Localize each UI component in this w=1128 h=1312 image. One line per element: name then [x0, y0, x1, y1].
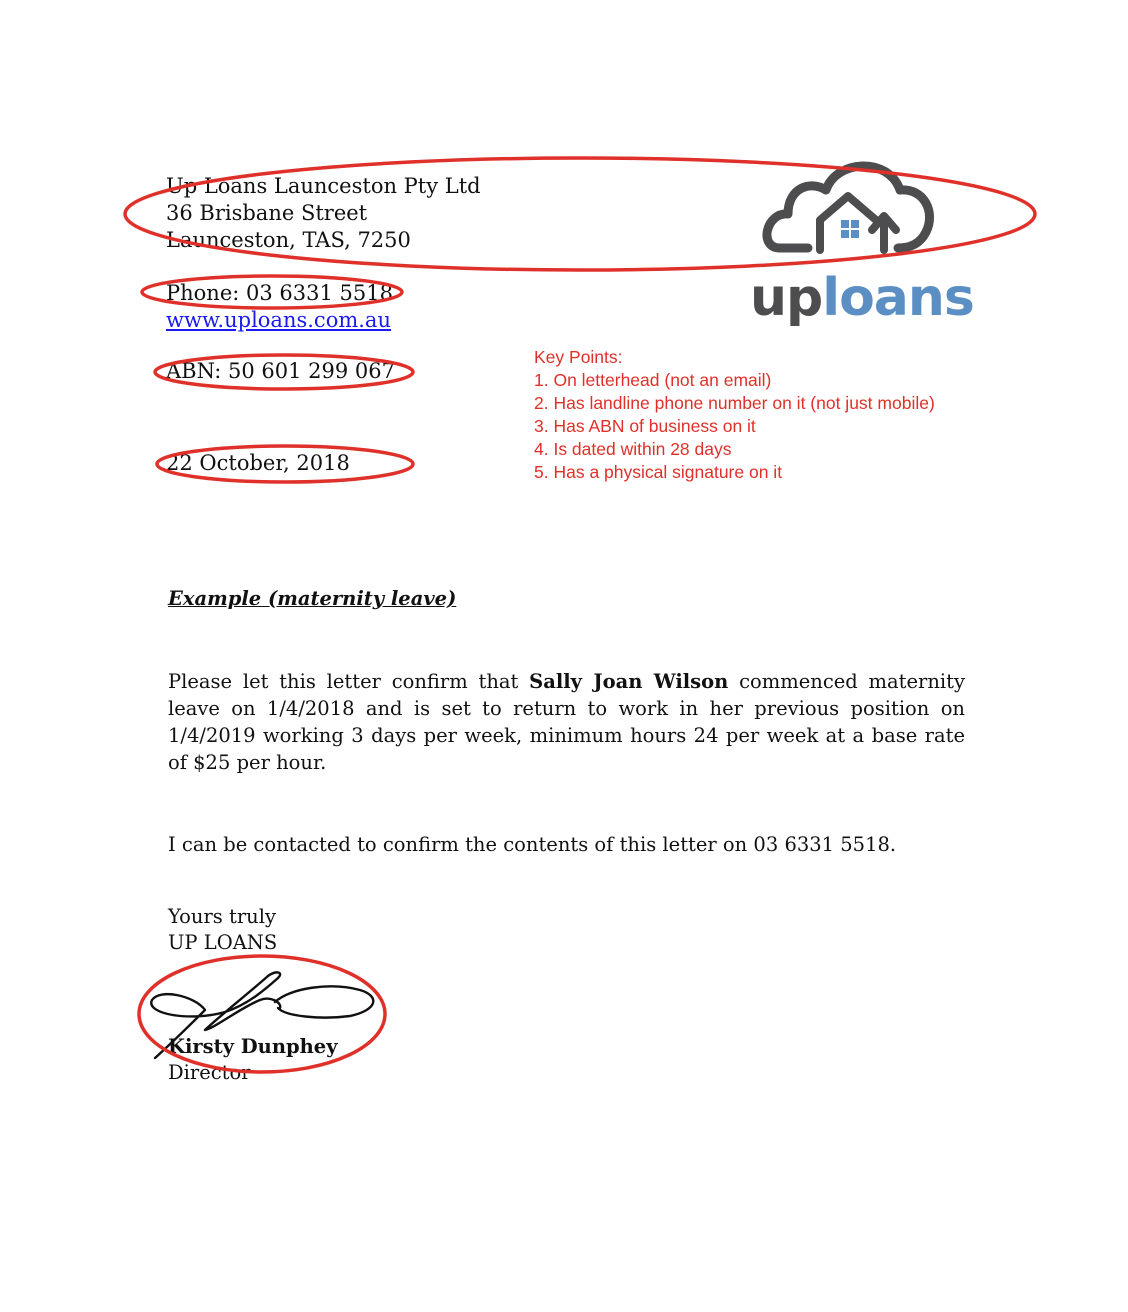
street-address: 36 Brisbane Street	[166, 201, 368, 225]
letter-heading: Example (maternity leave)	[168, 587, 457, 610]
uploans-logo	[748, 150, 974, 330]
para1-rest: commenced maternity leave on 1/4/2018 and is set to return to work in her previous position on 1/4/2019 working 3 days per week, minimum hours 24 per week at a base rate of $25 per hour.	[168, 670, 965, 774]
letter-date: 22 October, 2018	[166, 451, 350, 475]
letter-paragraph-2: I can be contacted to confirm the contents of this letter on 03 6331 5518.	[168, 833, 897, 856]
closing-company: UP LOANS	[168, 931, 278, 954]
city-address: Launceston, TAS, 7250	[166, 228, 411, 252]
key-point-item: 5. Has a physical signature on it	[534, 462, 783, 482]
signatory-name: Kirsty Dunphey	[168, 1035, 338, 1058]
signatory-title: Director	[168, 1061, 251, 1084]
logo-word-up: up	[750, 268, 823, 328]
abn-number: ABN: 50 601 299 067	[166, 359, 395, 383]
website-link[interactable]: www.uploans.com.au	[166, 308, 391, 332]
key-point-item: 2. Has landline phone number on it (not just mobile)	[534, 393, 935, 413]
logo-word-loans: loans	[822, 268, 974, 328]
phone-number: Phone: 03 6331 5518	[166, 281, 393, 305]
key-points-title: Key Points:	[534, 347, 623, 367]
company-name: Up Loans Launceston Pty Ltd	[166, 174, 481, 198]
logo-wordmark	[750, 268, 974, 328]
para1-intro: Please let this letter confirm that	[168, 670, 530, 693]
letter-paragraph-1	[168, 668, 965, 776]
key-points-list	[534, 369, 935, 484]
key-point-item: 3. Has ABN of business on it	[534, 416, 756, 436]
key-point-item: 1. On letterhead (not an email)	[534, 370, 772, 390]
employee-name: Sally Joan Wilson	[529, 670, 729, 693]
cloud-house-upload-icon	[748, 150, 948, 260]
key-points	[534, 346, 935, 484]
closing-line: Yours truly	[168, 905, 276, 928]
key-point-item: 4. Is dated within 28 days	[534, 439, 732, 459]
